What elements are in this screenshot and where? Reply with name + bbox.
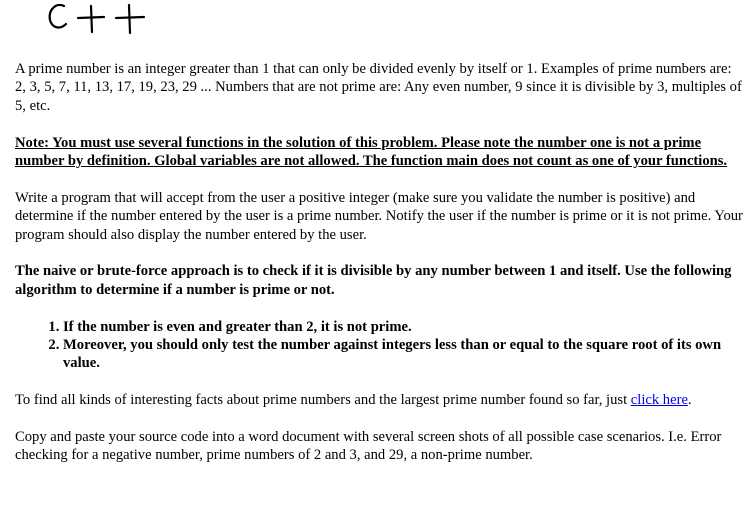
task-paragraph: Write a program that will accept from the user a positive integer (make sure you validate the number is positive) and determine if the number entered by the user is a prime number. Notify the user if the number is prime or it is not prime. Your program should also display the number entered by the user. bbox=[15, 189, 743, 243]
facts-paragraph bbox=[15, 391, 743, 409]
algorithm-step: 2. Moreover, you should only test the number against integers less than or equal to the square root of its own value. bbox=[63, 336, 743, 373]
approach-paragraph: The naive or brute-force approach is to check if it is divisible by any number between 1 and itself. Use the following algorithm to determine if a number is prime or not. bbox=[15, 263, 732, 298]
note-paragraph: Note: You must use several functions in the solution of this problem. Please note the number one is not a prime number by definition. Global variables are not allowed. The function main does not count as one of your functions. bbox=[15, 134, 728, 170]
facts-text: To find all kinds of interesting facts about prime numbers and the largest prime number found so far, just bbox=[15, 392, 631, 409]
algorithm-step: 1. If the number is even and greater than 2, it is not prime. bbox=[63, 318, 743, 336]
click-here-link[interactable]: click here bbox=[630, 392, 688, 409]
intro-paragraph: A prime number is an integer greater than 1 that can only be divided evenly by itself or 1. Examples of prime numbers are: 2, 3, 5, 7, 11, 13, 17, 19, 23, 29 ... Numbers that are not prime are: Any even number, 9 since it is divisible by 3, multiples of 5, etc. bbox=[15, 61, 742, 114]
facts-period: . bbox=[687, 392, 692, 409]
algorithm-list bbox=[15, 318, 743, 373]
submission-paragraph: Copy and paste your source code into a word document with several screen shots of all possible case scenarios. I.e. Error checking for a negative number, prime numbers of 2 and 3, and 29, a non-prime number. bbox=[15, 429, 722, 464]
assignment-document bbox=[15, 60, 743, 483]
handwritten-title bbox=[46, 0, 156, 40]
